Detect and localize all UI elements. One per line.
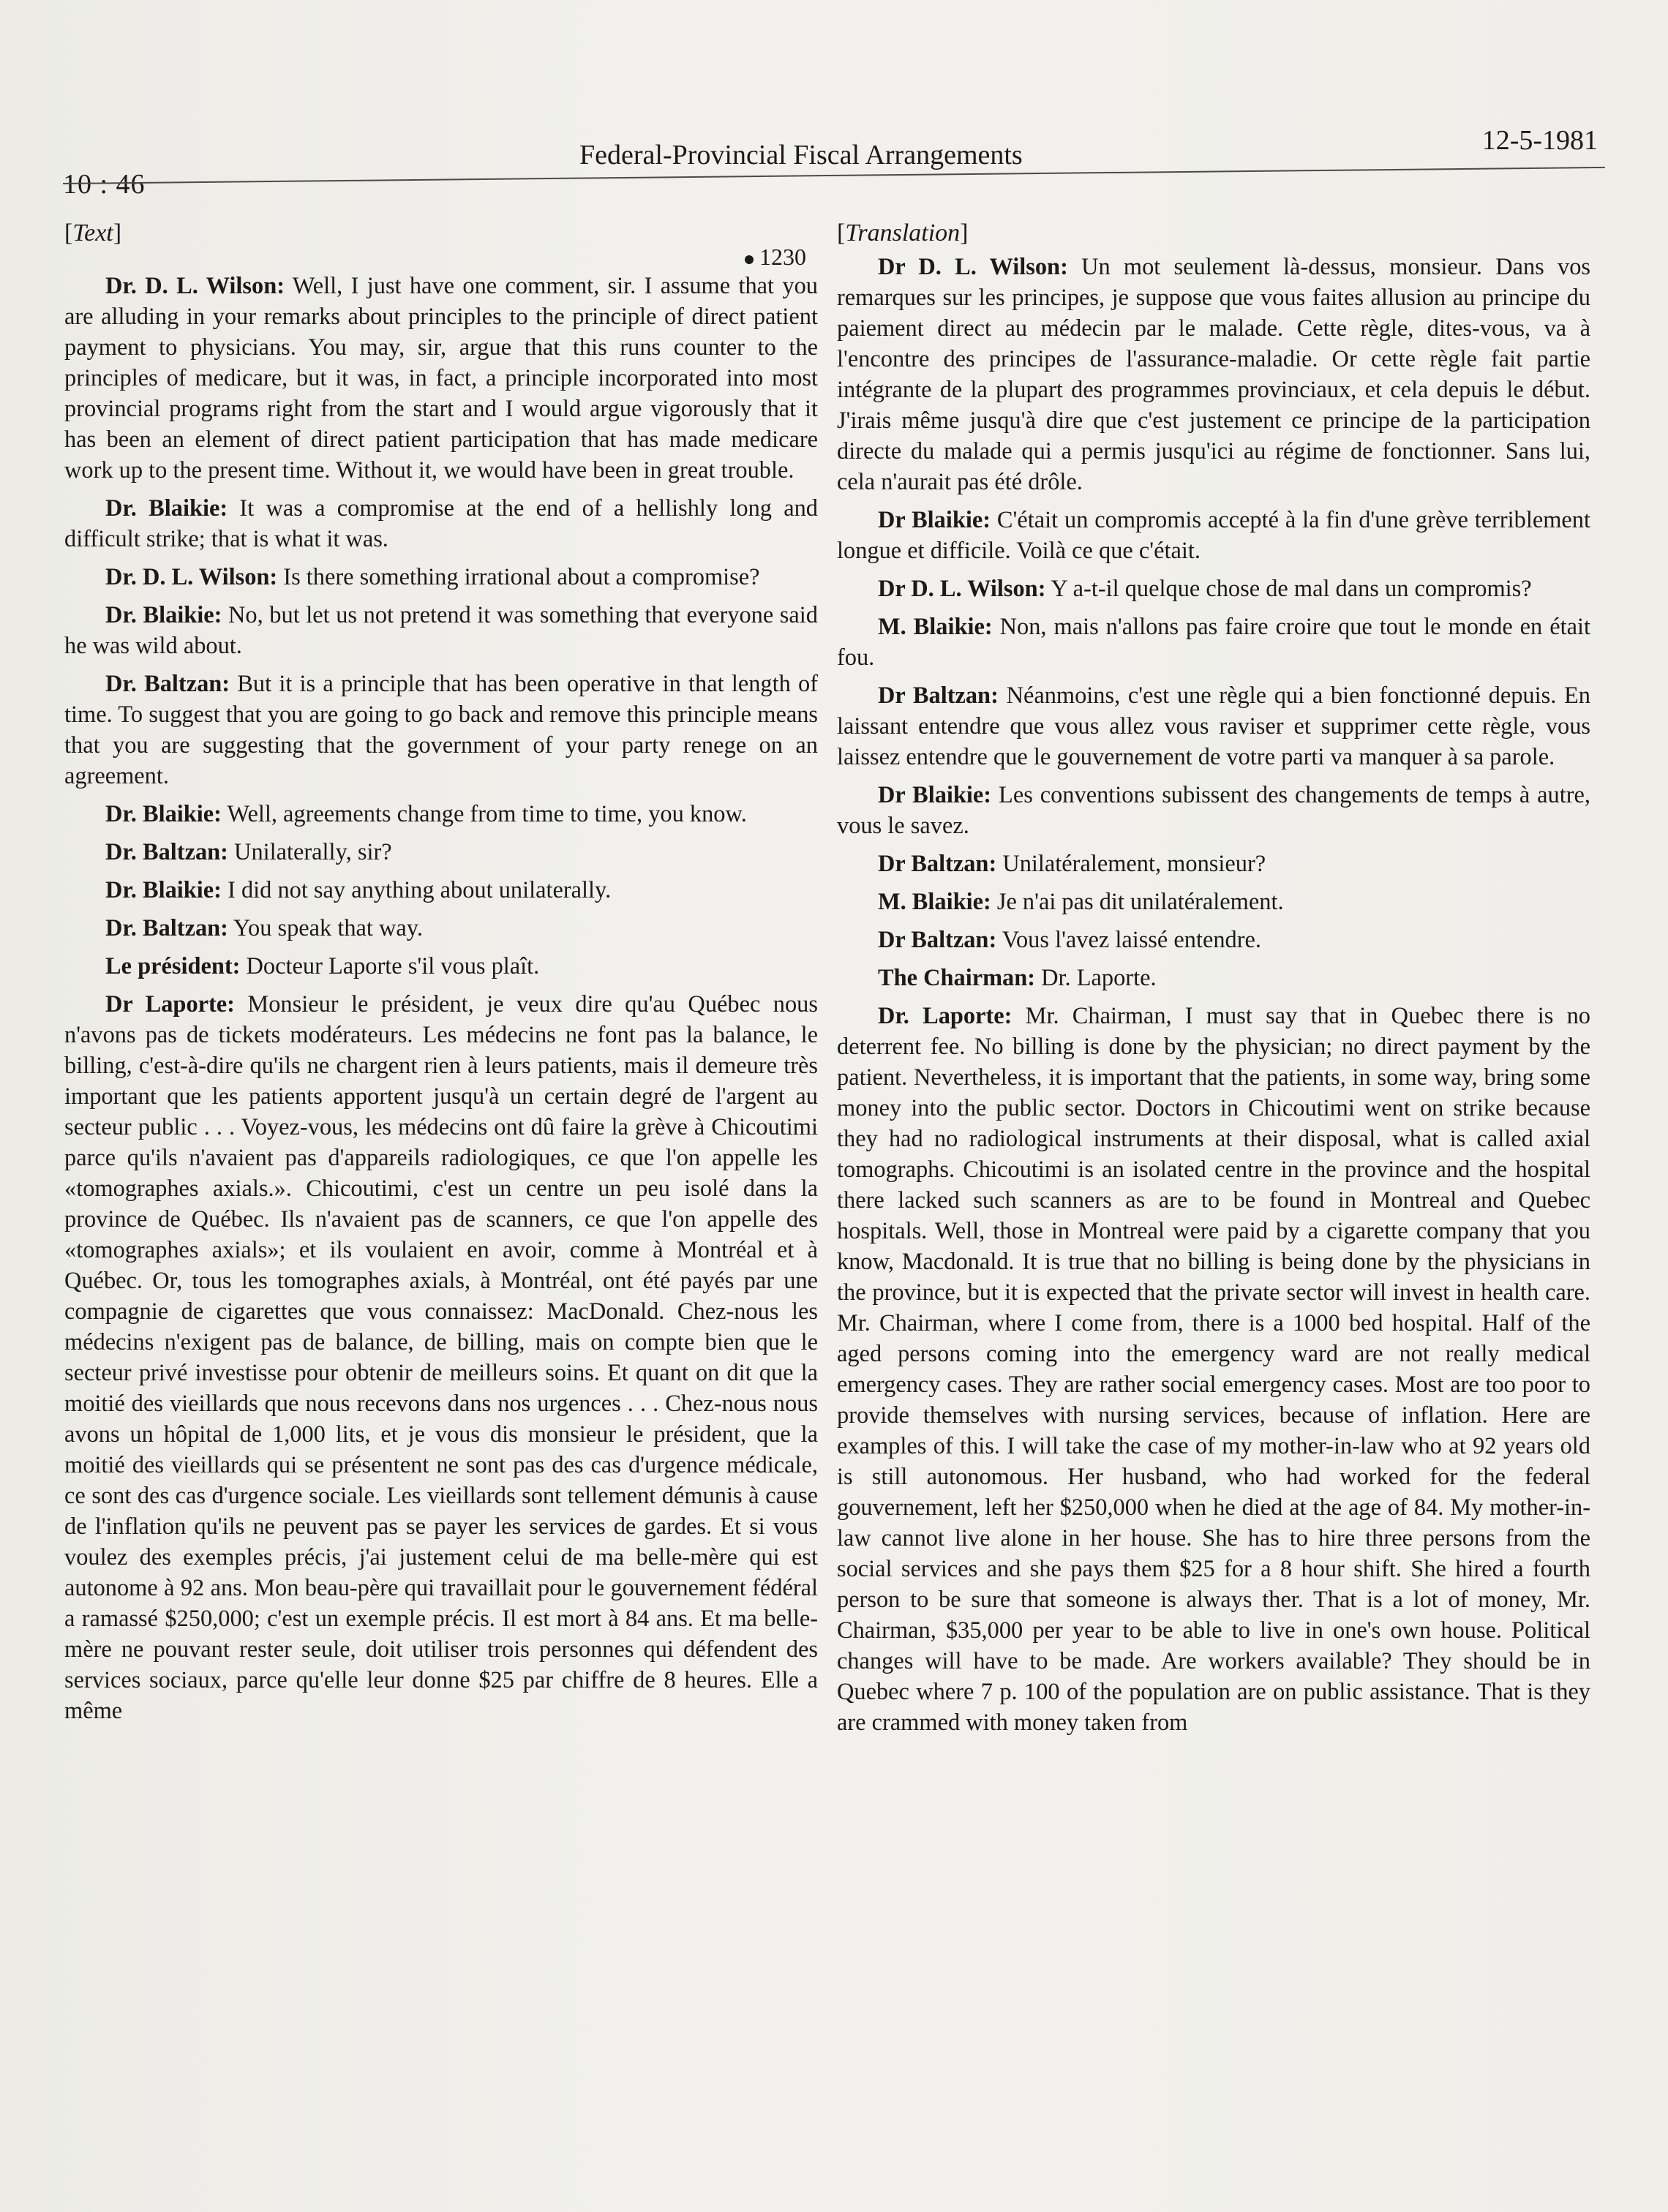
speaker-name: Dr Blaikie: [878,507,991,533]
speech-paragraph [837,573,1590,604]
speech-paragraph [64,951,818,982]
speech-text: Non, mais n'allons pas faire croire que tout le monde en était fou. [837,614,1590,671]
speaker-name: Dr. Laporte: [878,1003,1013,1029]
speaker-name: Dr. Baltzan: [105,915,228,941]
speech-text: No, but let us not pretend it was something that everyone said he was wild about. [64,602,818,659]
speech-text: Néanmoins, c'est une règle qui a bien fonctionné depuis. En laissant entendre que vous allez vous raviser et supprimer cette règle, vous laissez entendre que le gouvernement de votre parti va manquer à sa parole. [837,682,1590,770]
speaker-name: M. Blaikie: [878,889,991,915]
speech-text: But it is a principle that has been operative in that length of time. To suggest that you are going to go back and remove this principle means that you are suggesting that the government of your party renege on an agreement. [64,671,818,789]
speech-paragraph [837,252,1590,497]
left-paragraphs [64,271,818,1726]
right-paragraphs [837,252,1590,1738]
speech-text: Docteur Laporte s'il vous plaît. [240,953,540,979]
speech-paragraph [837,680,1590,772]
speaker-name: Dr Baltzan: [878,682,999,709]
speech-text: You speak that way. [228,915,423,941]
speaker-name: Dr D. L. Wilson: [878,576,1046,602]
speech-paragraph [837,925,1590,955]
page-number: 10 : 46 [63,169,146,200]
speech-paragraph [837,849,1590,879]
speech-text: It was a compromise at the end of a hellishly long and difficult strike; that is what it was. [64,495,818,552]
column-label-translation: [Translation] [837,219,969,247]
running-header [63,117,1605,200]
speech-text: Les conventions subissent des changements de temps à autre, vous le savez. [837,782,1590,839]
speech-paragraph [64,600,818,661]
speech-text: I did not say anything about unilaterally. [221,877,612,903]
speaker-name: Dr Baltzan: [878,927,997,953]
speech-paragraph [64,799,818,830]
speaker-name: Dr. Blaikie: [105,877,222,903]
speech-paragraph [64,271,818,486]
speaker-name: Dr Blaikie: [878,782,992,808]
speech-paragraph [837,505,1590,566]
time-marker-value: 1230 [759,244,806,270]
speech-text: Well, I just have one comment, sir. I assume that you are alluding in your remarks about principles to the principle of direct patient payment to physicians. You may, sir, argue that this runs counter to the principles of medicare, but it was, in fact, a principle incorporated into most provincial programs right from the start and I would argue vigorously that it has been an element of direct patient participation that has made medicare work up to the present time. Without it, we would have been in great trouble. [64,273,818,484]
speech-paragraph [64,989,818,1726]
speaker-name: Dr. Baltzan: [105,671,230,697]
left-column [64,218,818,1734]
speech-paragraph [64,493,818,554]
speaker-name: The Chairman: [878,965,1036,991]
speech-paragraph [837,1001,1590,1738]
time-marker [64,241,806,271]
speech-text: Vous l'avez laissé entendre. [996,927,1261,953]
right-column [837,218,1590,1745]
speech-text: Is there something irrational about a compromise? [277,564,760,590]
speaker-name: Dr Laporte: [105,991,235,1017]
speech-text: Un mot seulement là-dessus, monsieur. Dans vos remarques sur les principes, je suppose que vous faites allusion au principe du paiement direct au médecin par le malade. Cette règle, dites-vous, va à l'encontre des principes de l'assurance-maladie. Or cette règle fait partie intégrante de la plupart des programmes provinciaux, et cela depuis le début. J'irais même jusqu'à dire que c'est justement ce principe de la participation directe du malade qui a permis jusqu'ici au régime de fonctionner. Sans lui, cela n'aurait pas été drôle. [837,254,1590,495]
speech-text: Well, agreements change from time to time, you know. [221,801,747,827]
speech-paragraph [64,562,818,592]
speech-paragraph [64,875,818,906]
speech-text: Unilaterally, sir? [228,839,392,865]
speech-paragraph [837,612,1590,673]
column-label-text-value: Text [72,219,113,247]
column-label-text: [Text] [64,219,122,247]
speech-text: Y a-t-il quelque chose de mal dans un compromis? [1045,576,1532,602]
speech-text: Unilatéralement, monsieur? [996,851,1266,877]
bullet-icon [745,255,754,264]
speech-text: C'était un compromis accepté à la fin d'une grève terriblement longue et difficile. Voilà ce que c'était. [837,507,1590,564]
speaker-name: Le président: [105,953,241,979]
speaker-name: Dr. D. L. Wilson: [105,273,285,299]
speech-text: Mr. Chairman, I must say that in Quebec there is no deterrent fee. No billing is done by the physician; no direct payment by the patient. Nevertheless, it is important that the patients, in some way, bring some money into the public sector. Doctors in Chicoutimi went on strike because they had no radiological instruments at their disposal, what is called axial tomographs. Chicoutimi is an isolated centre in the province and the hospital there lacked such scanners as are to be found in Montreal and Quebec hospitals. Well, those in Montreal were paid by a cigarette company that you know, Macdonald. It is true that no billing is being done by the physicians in the province, but it is expected that the private sector will invest in health care. Mr. Chairman, where I come from, there is a 1000 bed hospital. Half of the aged persons coming into the emergency ward are not really medical emergency cases. They are rather social emergency cases. Most are too poor to provide themselves with nursing services, because of inflation. Here are examples of this. I will take the case of my mother-in-law who at 92 years old is still autonomous. Her husband, who had worked for the federal gouvernement, left her $250,000 when he died at the age of 84. My mother-in-law cannot live alone in her house. She has to hire three persons from the social services and she pays them $25 for a 8 hour shift. She hired a fourth person to be sure that someone is always ther. That is a lot of money, Mr. Chairman, $35,000 per year to be able to live in one's own house. Political changes will have to be made. Are workers available? They should be in Quebec where 7 p. 100 of the population are on public assistance. That is they are crammed with money taken from [837,1003,1590,1736]
speech-text: Monsieur le président, je veux dire qu'au Québec nous n'avons pas de tickets modérateurs. Les médecins ne font pas la balance, le billing, c'est-à-dire qu'ils ne chargent rien à leurs patients, mais il demeure très important que les patients apportent jusqu'à un certain degré de l'argent au secteur public . . . Voyez-vous, les médecins ont dû faire la grève à Chicoutimi parce qu'ils n'avaient pas d'appareils radiologiques, ce que l'on appelle les «tomographes axials.». Chicoutimi, c'est un centre un peu isolé dans la province de Québec. Ils n'avaient pas de scanners, ce que l'on appelle des «tomographes axials»; et ils voulaient en avoir, comme à Montréal et à Québec. Or, tous les tomographes axials, à Montréal, ont été payés par une compagnie de cigarettes que vous connaissez: MacDonald. Chez-nous les médecins n'exigent pas de balance, de billing, mais on compte bien que le secteur privé investisse pour obtenir de meilleurs soins. Et quant on dit que la moitié des vieillards que nous recevons dans nos urgences . . . Chez-nous nous avons un hôpital de 1,000 lits, et je vous dis monsieur le président, que la moitié des vieillards qui se présentent ne sont pas des cas d'urgence médicale, ce sont des cas d'urgence sociale. Les vieillards sont tellement démunis à cause de l'inflation qu'ils ne peuvent pas se payer les services de gardes. Et si vous voulez des exemples précis, j'ai justement celui de ma belle-mère qui est autonome à 92 ans. Mon beau-père qui travaillait pour le gouvernement fédéral a ramassé $250,000; c'est un exemple précis. Il est mort à 84 ans. Et ma belle-mère ne pouvant rester seule, doit utiliser trois personnes qui défendent des services sociaux, parce qu'elle leur donne $25 par chiffre de 8 heures. Elle a même [64,991,818,1724]
speaker-name: Dr. Blaikie: [105,495,228,522]
speaker-name: Dr. Baltzan: [105,839,228,865]
header-date: 12-5-1981 [1481,125,1598,156]
speaker-name: Dr. Blaikie: [105,602,222,628]
speaker-name: Dr. Blaikie: [105,801,222,827]
speaker-name: Dr Baltzan: [878,851,997,877]
speech-text: Dr. Laporte. [1035,965,1157,991]
speech-text: Je n'ai pas dit unilatéralement. [991,889,1284,915]
speech-paragraph [837,780,1590,841]
speech-paragraph [64,913,818,944]
running-title: Federal-Provincial Fiscal Arrangements [579,140,1023,170]
column-label-translation-value: Translation [845,219,961,247]
speech-paragraph [64,837,818,868]
speaker-name: M. Blaikie: [878,614,993,640]
speaker-name: Dr. D. L. Wilson: [105,564,278,590]
speech-paragraph [64,669,818,791]
speaker-name: Dr D. L. Wilson: [878,254,1068,280]
speech-paragraph [837,963,1590,993]
speech-paragraph [837,887,1590,917]
